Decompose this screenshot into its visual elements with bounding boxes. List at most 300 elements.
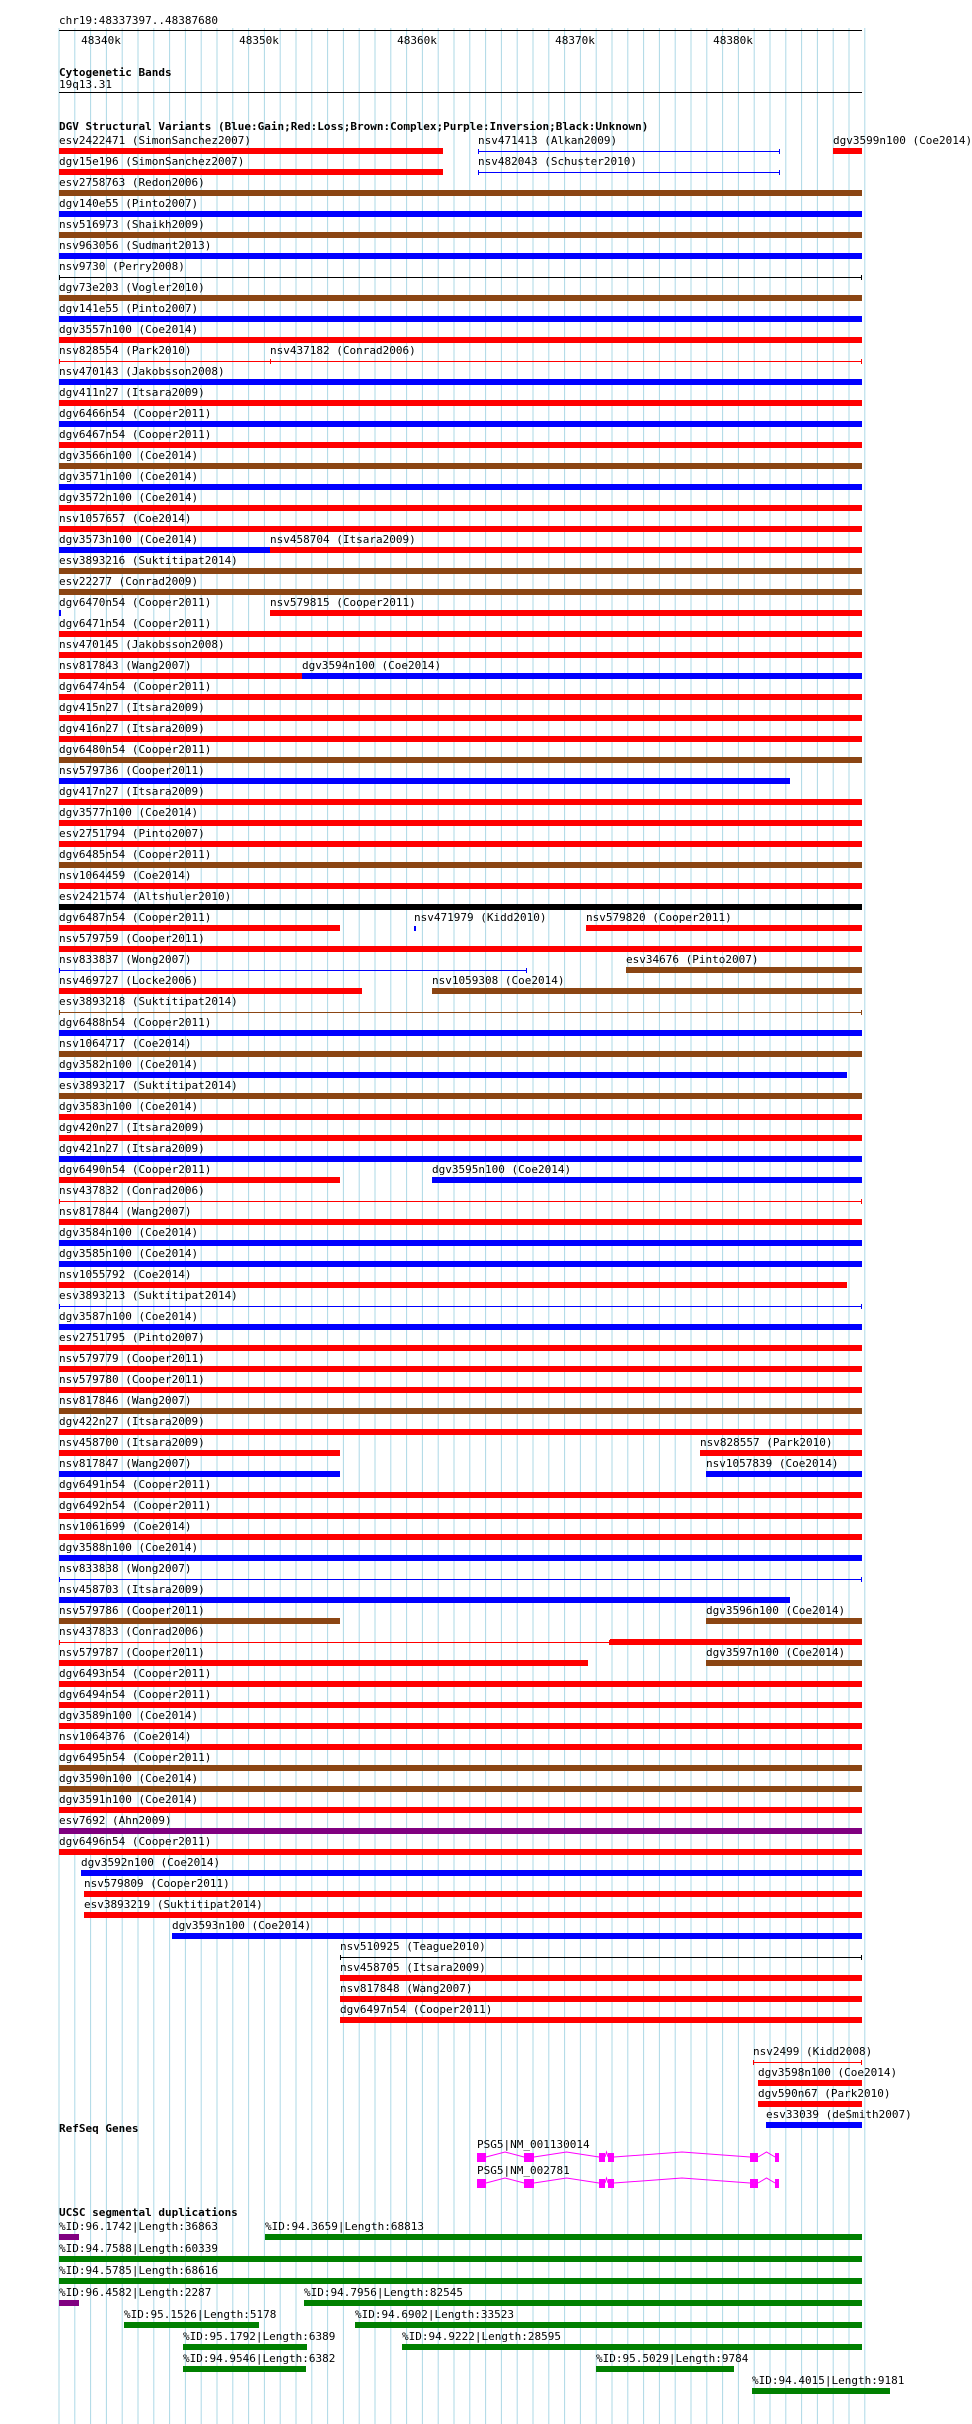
feature-bar[interactable] xyxy=(340,1975,862,1981)
feature-label[interactable]: nsv579809 (Cooper2011) xyxy=(84,1877,230,1890)
feature-bar[interactable] xyxy=(59,694,862,700)
feature-bar[interactable] xyxy=(402,2344,862,2350)
feature-bar[interactable] xyxy=(59,1723,862,1729)
feature-label[interactable]: dgv3597n100 (Coe2014) xyxy=(706,1646,846,1659)
intron xyxy=(486,2178,524,2183)
feature-label[interactable]: dgv6491n54 (Cooper2011) xyxy=(59,1478,212,1491)
feature-bar[interactable] xyxy=(59,1450,340,1456)
feature-label[interactable]: dgv3590n100 (Coe2014) xyxy=(59,1772,199,1785)
feature-bar[interactable] xyxy=(59,463,862,469)
feature-bar[interactable] xyxy=(59,211,862,217)
feature-label[interactable]: nsv833838 (Wong2007) xyxy=(59,1562,192,1575)
feature-bar[interactable] xyxy=(59,1306,862,1307)
feature-bar[interactable] xyxy=(706,1660,862,1666)
feature-bar[interactable] xyxy=(59,1849,862,1855)
intron xyxy=(534,2178,599,2183)
feature-endcap xyxy=(478,149,479,154)
feature-label[interactable]: dgv6487n54 (Cooper2011) xyxy=(59,911,212,924)
gene-model xyxy=(0,2151,890,2165)
feature-label[interactable]: dgv3572n100 (Coe2014) xyxy=(59,491,199,504)
feature-bar[interactable] xyxy=(59,316,862,322)
feature-bar[interactable] xyxy=(59,2256,862,2262)
intron xyxy=(605,2152,608,2157)
feature-bar[interactable] xyxy=(270,361,862,362)
feature-bar[interactable] xyxy=(59,1219,862,1225)
feature-label[interactable]: nsv1064717 (Coe2014) xyxy=(59,1037,192,1050)
feature-bar[interactable] xyxy=(59,148,443,154)
refseq-track-title: RefSeq Genes xyxy=(59,2122,139,2135)
feature-label[interactable]: dgv6485n54 (Cooper2011) xyxy=(59,848,212,861)
feature-bar[interactable] xyxy=(700,1450,862,1456)
feature-bar[interactable] xyxy=(59,1177,340,1183)
feature-label[interactable]: dgv141e55 (Pinto2007) xyxy=(59,302,199,315)
feature-label[interactable]: dgv3592n100 (Coe2014) xyxy=(81,1856,221,1869)
feature-bar[interactable] xyxy=(432,1177,862,1183)
feature-label[interactable]: dgv417n27 (Itsara2009) xyxy=(59,785,205,798)
feature-bar[interactable] xyxy=(59,505,862,511)
feature-bar[interactable] xyxy=(596,2366,734,2372)
feature-bar[interactable] xyxy=(59,652,862,658)
feature-endcap xyxy=(779,149,780,154)
feature-label[interactable]: nsv469727 (Locke2006) xyxy=(59,974,199,987)
feature-label[interactable]: dgv3557n100 (Coe2014) xyxy=(59,323,199,336)
feature-label[interactable]: dgv6471n54 (Cooper2011) xyxy=(59,617,212,630)
feature-bar[interactable] xyxy=(270,610,862,616)
feature-bar[interactable] xyxy=(59,970,527,971)
feature-label[interactable]: dgv140e55 (Pinto2007) xyxy=(59,197,199,210)
feature-label[interactable]: dgv3589n100 (Coe2014) xyxy=(59,1709,199,1722)
feature-bar[interactable] xyxy=(758,2080,862,2086)
feature-label[interactable]: nsv437182 (Conrad2006) xyxy=(270,344,416,357)
feature-label[interactable]: dgv3582n100 (Coe2014) xyxy=(59,1058,199,1071)
feature-label[interactable]: nsv437832 (Conrad2006) xyxy=(59,1184,205,1197)
feature-label[interactable]: dgv3566n100 (Coe2014) xyxy=(59,449,199,462)
feature-label[interactable]: nsv470145 (Jakobsson2008) xyxy=(59,638,225,651)
feature-label[interactable]: %ID:95.1792|Length:6389 xyxy=(183,2330,336,2343)
feature-label[interactable]: esv2758763 (Redon2006) xyxy=(59,176,205,189)
feature-label[interactable]: dgv3593n100 (Coe2014) xyxy=(172,1919,312,1932)
feature-label[interactable]: esv2421574 (Altshuler2010) xyxy=(59,890,232,903)
feature-endcap xyxy=(861,1955,862,1960)
ruler-tick: 48380k xyxy=(713,34,753,47)
feature-label[interactable]: dgv6493n54 (Cooper2011) xyxy=(59,1667,212,1680)
feature-label[interactable]: nsv579786 (Cooper2011) xyxy=(59,1604,205,1617)
ruler-tick: 48370k xyxy=(555,34,595,47)
feature-bar[interactable] xyxy=(59,610,61,616)
feature-label[interactable]: dgv3577n100 (Coe2014) xyxy=(59,806,199,819)
feature-bar[interactable] xyxy=(59,1744,862,1750)
feature-label[interactable]: nsv482043 (Schuster2010) xyxy=(478,155,637,168)
feature-bar[interactable] xyxy=(59,1579,862,1580)
feature-bar[interactable] xyxy=(59,1156,862,1162)
feature-label[interactable]: nsv458705 (Itsara2009) xyxy=(340,1961,486,1974)
feature-label[interactable]: esv3893218 (Suktitipat2014) xyxy=(59,995,238,1008)
feature-bar[interactable] xyxy=(59,631,862,637)
feature-endcap xyxy=(861,359,862,364)
feature-bar[interactable] xyxy=(59,277,862,278)
feature-bar[interactable] xyxy=(586,925,862,931)
intron xyxy=(486,2152,524,2157)
feature-bar[interactable] xyxy=(59,1660,588,1666)
feature-bar[interactable] xyxy=(59,526,862,532)
feature-bar[interactable] xyxy=(59,1387,862,1393)
feature-label[interactable]: nsv817844 (Wang2007) xyxy=(59,1205,192,1218)
feature-bar[interactable] xyxy=(59,736,862,742)
feature-bar[interactable] xyxy=(270,547,862,553)
feature-label[interactable]: dgv6467n54 (Cooper2011) xyxy=(59,428,212,441)
feature-label[interactable]: dgv421n27 (Itsara2009) xyxy=(59,1142,205,1155)
feature-bar[interactable] xyxy=(626,967,862,973)
feature-bar[interactable] xyxy=(478,151,780,152)
exon xyxy=(599,2153,605,2162)
feature-label[interactable]: dgv6470n54 (Cooper2011) xyxy=(59,596,212,609)
feature-bar[interactable] xyxy=(172,1933,862,1939)
feature-label[interactable]: nsv817848 (Wang2007) xyxy=(340,1982,473,1995)
feature-label[interactable]: dgv6492n54 (Cooper2011) xyxy=(59,1499,212,1512)
feature-label[interactable]: dgv6494n54 (Cooper2011) xyxy=(59,1688,212,1701)
feature-bar[interactable] xyxy=(59,904,862,910)
feature-label[interactable]: %ID:94.6902|Length:33523 xyxy=(355,2308,514,2321)
feature-bar[interactable] xyxy=(59,946,862,952)
feature-endcap xyxy=(861,2060,862,2065)
feature-label[interactable]: dgv3595n100 (Coe2014) xyxy=(432,1163,572,1176)
feature-bar[interactable] xyxy=(59,1513,862,1519)
feature-label[interactable]: nsv833837 (Wong2007) xyxy=(59,953,192,966)
feature-label[interactable]: nsv9730 (Perry2008) xyxy=(59,260,185,273)
feature-bar[interactable] xyxy=(59,295,862,301)
feature-label[interactable]: dgv3585n100 (Coe2014) xyxy=(59,1247,199,1260)
feature-bar[interactable] xyxy=(265,2234,862,2240)
feature-label[interactable]: dgv6495n54 (Cooper2011) xyxy=(59,1751,212,1764)
feature-bar[interactable] xyxy=(833,148,862,154)
feature-bar[interactable] xyxy=(758,2101,862,2107)
feature-label[interactable]: esv33039 (deSmith2007) xyxy=(766,2108,912,2121)
feature-label[interactable]: nsv579736 (Cooper2011) xyxy=(59,764,205,777)
feature-bar[interactable] xyxy=(59,568,862,574)
feature-bar[interactable] xyxy=(355,2322,862,2328)
feature-label[interactable]: nsv458700 (Itsara2009) xyxy=(59,1436,205,1449)
feature-bar[interactable] xyxy=(304,2300,862,2306)
feature-label[interactable]: dgv3583n100 (Coe2014) xyxy=(59,1100,199,1113)
feature-bar[interactable] xyxy=(59,484,862,490)
feature-label[interactable]: dgv6496n54 (Cooper2011) xyxy=(59,1835,212,1848)
ruler-tick: 48350k xyxy=(239,34,279,47)
exon xyxy=(608,2153,614,2162)
exon xyxy=(599,2179,605,2188)
exon xyxy=(775,2179,779,2188)
feature-bar[interactable] xyxy=(59,2278,862,2284)
feature-label[interactable]: nsv1064376 (Coe2014) xyxy=(59,1730,192,1743)
feature-bar[interactable] xyxy=(59,1429,862,1435)
feature-bar[interactable] xyxy=(59,1072,847,1078)
dgv-track-title: DGV Structural Variants (Blue:Gain;Red:Loss;Brown:Complex;Purple:Inversion;Black:Unknown) xyxy=(59,120,649,133)
feature-label[interactable]: esv7692 (Ahn2009) xyxy=(59,1814,172,1827)
feature-label[interactable]: nsv579820 (Cooper2011) xyxy=(586,911,732,924)
feature-label[interactable]: %ID:94.4015|Length:9181 xyxy=(752,2374,905,2387)
feature-label[interactable]: dgv3571n100 (Coe2014) xyxy=(59,470,199,483)
exon xyxy=(477,2153,486,2162)
feature-bar[interactable] xyxy=(59,589,862,595)
feature-endcap xyxy=(753,2060,754,2065)
feature-label[interactable]: dgv3596n100 (Coe2014) xyxy=(706,1604,846,1617)
feature-bar[interactable] xyxy=(340,1996,862,2002)
feature-bar[interactable] xyxy=(59,1012,862,1013)
feature-bar[interactable] xyxy=(59,1534,862,1540)
feature-bar[interactable] xyxy=(59,1324,862,1330)
feature-label[interactable]: dgv422n27 (Itsara2009) xyxy=(59,1415,205,1428)
feature-bar[interactable] xyxy=(59,442,862,448)
segdup-track-title: UCSC segmental duplications xyxy=(59,2206,238,2219)
feature-bar[interactable] xyxy=(478,172,780,173)
feature-label[interactable]: esv2751795 (Pinto2007) xyxy=(59,1331,205,1344)
feature-label[interactable]: nsv1057657 (Coe2014) xyxy=(59,512,192,525)
cytoband-track-title: Cytogenetic Bands xyxy=(59,66,172,79)
cytoband-label: 19q13.31 xyxy=(59,78,112,91)
feature-label[interactable]: nsv579787 (Cooper2011) xyxy=(59,1646,205,1659)
feature-label[interactable]: nsv516973 (Shaikh2009) xyxy=(59,218,205,231)
feature-endcap xyxy=(861,1304,862,1309)
feature-bar[interactable] xyxy=(59,1471,340,1477)
feature-bar[interactable] xyxy=(766,2122,862,2128)
feature-endcap xyxy=(59,359,60,364)
intron xyxy=(605,2178,608,2183)
feature-bar[interactable] xyxy=(59,1051,862,1057)
feature-label[interactable]: esv2422471 (SimonSanchez2007) xyxy=(59,134,252,147)
feature-bar[interactable] xyxy=(59,1261,862,1267)
feature-label[interactable]: esv3893213 (Suktitipat2014) xyxy=(59,1289,238,1302)
feature-label[interactable]: dgv411n27 (Itsara2009) xyxy=(59,386,205,399)
feature-bar[interactable] xyxy=(706,1618,862,1624)
feature-label[interactable]: nsv458703 (Itsara2009) xyxy=(59,1583,205,1596)
feature-endcap xyxy=(861,1010,862,1015)
feature-bar[interactable] xyxy=(59,2234,79,2240)
feature-bar[interactable] xyxy=(59,337,862,343)
exon xyxy=(477,2179,486,2188)
feature-label[interactable]: esv3893219 (Suktitipat2014) xyxy=(84,1898,263,1911)
ruler-tick: 48360k xyxy=(397,34,437,47)
feature-label[interactable]: nsv458704 (Itsara2009) xyxy=(270,533,416,546)
feature-endcap xyxy=(59,1577,60,1582)
feature-label[interactable]: nsv470143 (Jakobsson2008) xyxy=(59,365,225,378)
feature-bar[interactable] xyxy=(59,253,862,259)
feature-endcap xyxy=(779,170,780,175)
feature-label[interactable]: nsv817846 (Wang2007) xyxy=(59,1394,192,1407)
feature-label[interactable]: dgv3591n100 (Coe2014) xyxy=(59,1793,199,1806)
feature-label[interactable]: dgv6497n54 (Cooper2011) xyxy=(340,2003,493,2016)
feature-endcap xyxy=(59,968,60,973)
feature-label[interactable]: nsv1064459 (Coe2014) xyxy=(59,869,192,882)
feature-label[interactable]: nsv817843 (Wang2007) xyxy=(59,659,192,672)
feature-bar[interactable] xyxy=(59,190,862,196)
intron xyxy=(758,2152,775,2157)
feature-bar[interactable] xyxy=(59,1492,862,1498)
feature-label[interactable]: nsv1059308 (Coe2014) xyxy=(432,974,565,987)
ruler-line xyxy=(59,30,862,31)
gene-label[interactable]: PSG5|NM_001130014 xyxy=(477,2138,590,2151)
feature-label[interactable]: %ID:94.5785|Length:68616 xyxy=(59,2264,218,2277)
feature-label[interactable]: dgv15e196 (SimonSanchez2007) xyxy=(59,155,245,168)
feature-bar[interactable] xyxy=(753,2062,862,2063)
feature-bar[interactable] xyxy=(302,673,862,679)
feature-label[interactable]: dgv6474n54 (Cooper2011) xyxy=(59,680,212,693)
feature-bar[interactable] xyxy=(183,2344,307,2350)
exon xyxy=(750,2179,758,2188)
feature-bar[interactable] xyxy=(752,2388,890,2394)
feature-label[interactable]: dgv590n67 (Park2010) xyxy=(758,2087,891,2100)
gene-label[interactable]: PSG5|NM_002781 xyxy=(477,2164,570,2177)
feature-label[interactable]: nsv1057839 (Coe2014) xyxy=(706,1457,839,1470)
feature-label[interactable]: %ID:94.9222|Length:28595 xyxy=(402,2330,561,2343)
ruler-tick: 48340k xyxy=(81,34,121,47)
feature-label[interactable]: %ID:96.1742|Length:36863 xyxy=(59,2220,218,2233)
feature-bar[interactable] xyxy=(340,1957,862,1958)
feature-bar[interactable] xyxy=(610,1639,862,1645)
feature-endcap xyxy=(270,359,271,364)
feature-bar[interactable] xyxy=(59,1366,862,1372)
feature-bar[interactable] xyxy=(59,421,862,427)
feature-label[interactable]: nsv579759 (Cooper2011) xyxy=(59,932,205,945)
feature-label[interactable]: dgv6488n54 (Cooper2011) xyxy=(59,1016,212,1029)
feature-bar[interactable] xyxy=(59,1786,862,1792)
feature-bar[interactable] xyxy=(59,988,362,994)
feature-endcap xyxy=(340,1955,341,1960)
feature-bar[interactable] xyxy=(183,2366,306,2372)
feature-bar[interactable] xyxy=(59,1642,610,1643)
gene-model xyxy=(0,2177,890,2191)
feature-label[interactable]: dgv3587n100 (Coe2014) xyxy=(59,1310,199,1323)
feature-label[interactable]: nsv817847 (Wang2007) xyxy=(59,1457,192,1470)
feature-endcap xyxy=(861,1577,862,1582)
feature-label[interactable]: dgv6480n54 (Cooper2011) xyxy=(59,743,212,756)
feature-label[interactable]: dgv6466n54 (Cooper2011) xyxy=(59,407,212,420)
feature-label[interactable]: esv2751794 (Pinto2007) xyxy=(59,827,205,840)
feature-label[interactable]: dgv3594n100 (Coe2014) xyxy=(302,659,442,672)
feature-bar[interactable] xyxy=(59,799,862,805)
feature-label[interactable]: esv3893217 (Suktitipat2014) xyxy=(59,1079,238,1092)
feature-bar[interactable] xyxy=(59,232,862,238)
feature-endcap xyxy=(526,968,527,973)
feature-label[interactable]: dgv3598n100 (Coe2014) xyxy=(758,2066,898,2079)
feature-bar[interactable] xyxy=(59,169,443,175)
feature-label[interactable]: %ID:95.1526|Length:5178 xyxy=(124,2308,277,2321)
intron xyxy=(534,2152,599,2157)
feature-bar[interactable] xyxy=(59,1618,340,1624)
intron xyxy=(758,2178,775,2183)
feature-label[interactable]: nsv510925 (Teague2010) xyxy=(340,1940,486,1953)
feature-label[interactable]: dgv73e203 (Vogler2010) xyxy=(59,281,205,294)
feature-endcap xyxy=(59,1199,60,1204)
feature-bar[interactable] xyxy=(59,379,862,385)
feature-bar[interactable] xyxy=(59,1807,862,1813)
feature-label[interactable]: %ID:94.3659|Length:68813 xyxy=(265,2220,424,2233)
exon xyxy=(608,2179,614,2188)
feature-bar[interactable] xyxy=(59,1681,862,1687)
feature-label[interactable]: dgv3599n100 (Coe2014) xyxy=(833,134,972,147)
feature-bar[interactable] xyxy=(59,1828,862,1834)
feature-bar[interactable] xyxy=(124,2322,259,2328)
feature-bar[interactable] xyxy=(59,757,862,763)
feature-label[interactable]: nsv579815 (Cooper2011) xyxy=(270,596,416,609)
feature-label[interactable]: %ID:94.7588|Length:60339 xyxy=(59,2242,218,2255)
feature-label[interactable]: dgv420n27 (Itsara2009) xyxy=(59,1121,205,1134)
feature-label[interactable]: nsv828554 (Park2010) xyxy=(59,344,192,357)
feature-bar[interactable] xyxy=(84,1912,862,1918)
feature-bar[interactable] xyxy=(59,1114,862,1120)
feature-bar[interactable] xyxy=(59,1135,862,1141)
position-label: chr19:48337397..48387680 xyxy=(59,14,218,27)
feature-bar[interactable] xyxy=(59,1702,862,1708)
feature-bar[interactable] xyxy=(59,1408,862,1414)
feature-label[interactable]: nsv1061699 (Coe2014) xyxy=(59,1520,192,1533)
feature-bar[interactable] xyxy=(59,400,862,406)
feature-label[interactable]: nsv2499 (Kidd2008) xyxy=(753,2045,873,2058)
feature-endcap xyxy=(861,275,862,280)
feature-label[interactable]: esv3893216 (Suktitipat2014) xyxy=(59,554,238,567)
feature-bar[interactable] xyxy=(59,1093,862,1099)
feature-bar[interactable] xyxy=(59,2300,79,2306)
feature-label[interactable]: nsv1055792 (Coe2014) xyxy=(59,1268,192,1281)
feature-bar[interactable] xyxy=(81,1870,862,1876)
feature-label[interactable]: dgv416n27 (Itsara2009) xyxy=(59,722,205,735)
feature-bar[interactable] xyxy=(59,925,340,931)
feature-bar[interactable] xyxy=(59,1555,862,1561)
feature-bar[interactable] xyxy=(59,1282,847,1288)
feature-label[interactable]: %ID:95.5029|Length:9784 xyxy=(596,2352,749,2365)
feature-endcap xyxy=(59,1640,60,1645)
feature-label[interactable]: nsv471413 (Alkan2009) xyxy=(478,134,618,147)
feature-label[interactable]: dgv3588n100 (Coe2014) xyxy=(59,1541,199,1554)
feature-label[interactable]: dgv3584n100 (Coe2014) xyxy=(59,1226,199,1239)
feature-label[interactable]: nsv579780 (Cooper2011) xyxy=(59,1373,205,1386)
feature-bar[interactable] xyxy=(59,1201,862,1202)
feature-label[interactable]: %ID:94.7956|Length:82545 xyxy=(304,2286,463,2299)
intron xyxy=(614,2178,750,2183)
feature-label[interactable]: dgv415n27 (Itsara2009) xyxy=(59,701,205,714)
feature-bar[interactable] xyxy=(59,1765,862,1771)
intron xyxy=(614,2152,750,2157)
feature-bar[interactable] xyxy=(59,862,862,868)
feature-bar[interactable] xyxy=(706,1471,862,1477)
feature-endcap xyxy=(59,1304,60,1309)
exon xyxy=(524,2179,534,2188)
feature-bar[interactable] xyxy=(59,1030,862,1036)
feature-label[interactable]: dgv3573n100 (Coe2014) xyxy=(59,533,199,546)
feature-bar[interactable] xyxy=(59,1597,790,1603)
feature-bar[interactable] xyxy=(59,883,862,889)
feature-bar[interactable] xyxy=(432,988,862,994)
exon xyxy=(750,2153,758,2162)
feature-label[interactable]: nsv828557 (Park2010) xyxy=(700,1436,833,1449)
feature-label[interactable]: nsv437833 (Conrad2006) xyxy=(59,1625,205,1638)
feature-label[interactable]: esv22277 (Conrad2009) xyxy=(59,575,199,588)
feature-bar[interactable] xyxy=(59,820,862,826)
feature-bar[interactable] xyxy=(59,715,862,721)
feature-bar[interactable] xyxy=(59,841,862,847)
feature-bar[interactable] xyxy=(59,1240,862,1246)
feature-label[interactable]: dgv6490n54 (Cooper2011) xyxy=(59,1163,212,1176)
feature-bar[interactable] xyxy=(59,778,790,784)
feature-label[interactable]: nsv963056 (Sudmant2013) xyxy=(59,239,212,252)
feature-bar[interactable] xyxy=(59,1345,862,1351)
feature-label[interactable]: nsv579779 (Cooper2011) xyxy=(59,1352,205,1365)
feature-bar[interactable] xyxy=(84,1891,862,1897)
feature-endcap xyxy=(861,1199,862,1204)
feature-label[interactable]: %ID:94.9546|Length:6382 xyxy=(183,2352,336,2365)
feature-label[interactable]: %ID:96.4582|Length:2287 xyxy=(59,2286,212,2299)
feature-label[interactable]: esv34676 (Pinto2007) xyxy=(626,953,759,966)
feature-bar[interactable] xyxy=(340,2017,862,2023)
feature-label[interactable]: nsv471979 (Kidd2010) xyxy=(414,911,547,924)
